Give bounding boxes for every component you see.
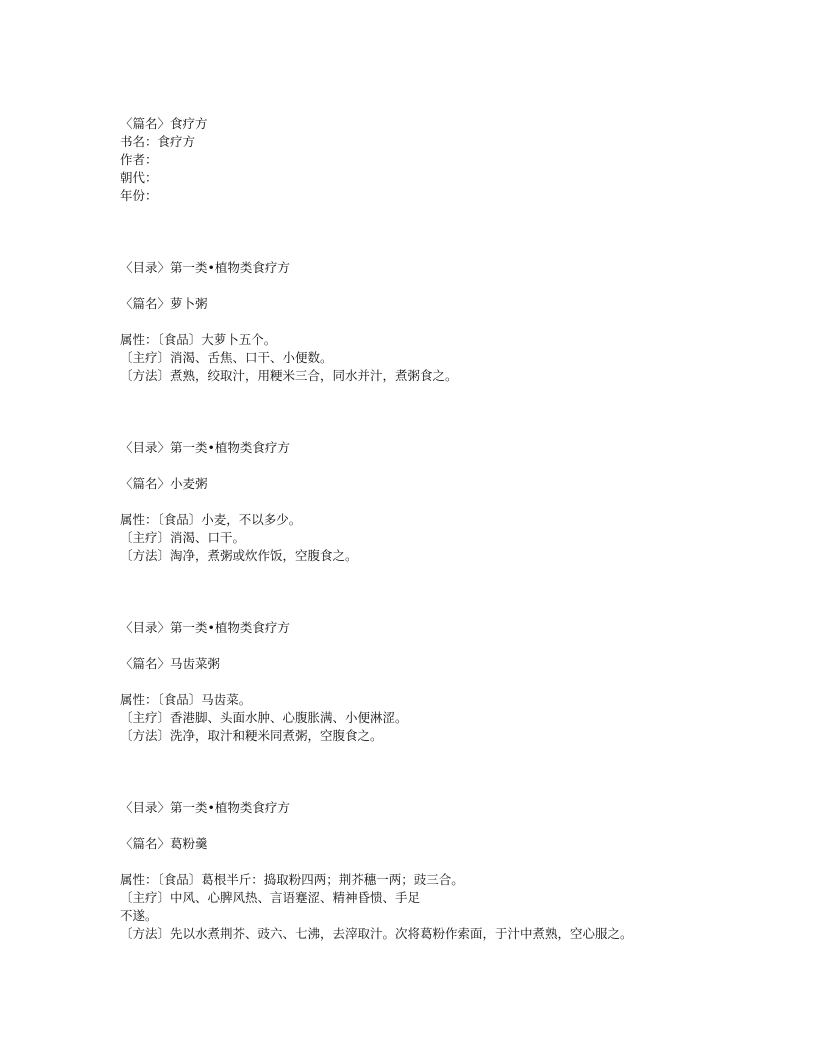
method-line: 〔方法〕煮熟，绞取汁，用粳米三合，同水并汁，煮粥食之。 [120,368,458,383]
food-line: 属性：〔食品〕葛根半斤：捣取粉四两；荆芥穗一两；豉三合。 [120,872,464,887]
header-author-line: 作者： [120,152,158,167]
catalog-line: 〈目录〉第一类•植物类食疗方 [120,440,290,455]
recipe-name-line: 〈篇名〉萝卜粥 [120,296,208,311]
food-line: 属性：〔食品〕马齿菜。 [120,692,252,707]
header-title-line: 〈篇名〉食疗方 [120,116,208,131]
catalog-line: 〈目录〉第一类•植物类食疗方 [120,260,290,275]
header-dynasty-line: 朝代： [120,170,158,185]
catalog-line: 〈目录〉第一类•植物类食疗方 [120,620,290,635]
header-book-line: 书名：食疗方 [120,134,196,149]
food-line: 属性：〔食品〕小麦，不以多少。 [120,512,302,527]
recipe-entry [120,619,760,745]
method-line: 〔方法〕洗净，取汁和粳米同煮粥，空腹食之。 [120,728,383,743]
header-year-line: 年份： [120,188,158,203]
method-line: 〔方法〕先以水煮荆芥、豉六、七沸，去滓取汁。次将葛粉作索面，于汁中煮熟，空心服之。 [120,926,633,941]
recipe-entry [120,259,760,385]
recipe-name-line: 〈篇名〉葛粉羹 [120,836,208,851]
catalog-line: 〈目录〉第一类•植物类食疗方 [120,800,290,815]
indication-line: 〔主疗〕中风、心脾风热、言语蹇涩、精神昏愦、手足 [120,890,421,905]
food-line: 属性：〔食品〕大萝卜五个。 [120,332,277,347]
indication-line: 〔主疗〕消渴、口干。 [120,530,246,545]
indication-line: 〔主疗〕消渴、舌焦、口干、小便数。 [120,350,333,365]
recipe-name-line: 〈篇名〉马齿菜粥 [120,656,221,671]
document-page [120,115,760,943]
indication-continuation-line: 不遂。 [120,908,158,923]
recipe-entry [120,439,760,565]
method-line: 〔方法〕淘净，煮粥或炊作饭，空腹食之。 [120,548,358,563]
recipe-name-line: 〈篇名〉小麦粥 [120,476,208,491]
indication-line: 〔主疗〕香港脚、头面水肿、心腹胀满、小便淋涩。 [120,710,408,725]
document-header [120,115,760,205]
recipe-entry [120,799,760,943]
